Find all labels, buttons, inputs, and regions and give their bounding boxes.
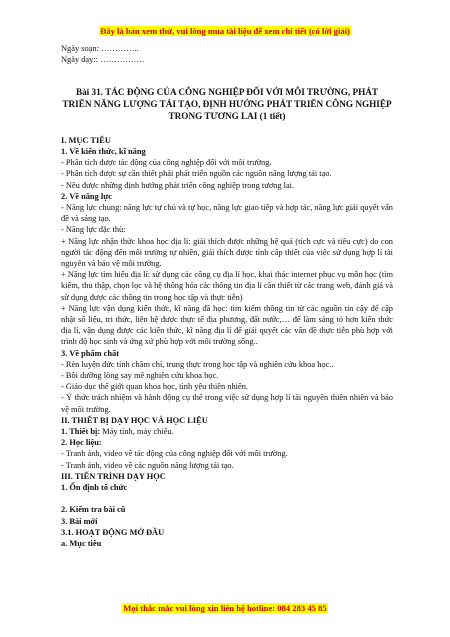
new-lesson-heading: 3. Bài mới	[61, 516, 98, 526]
lesson-title: Bài 31. TÁC ĐỘNG CỦA CÔNG NGHIỆP ĐỐI VỚI MÔI TRƯỜNG, PHÁT TRIỂN NĂNG LƯỢNG TÁI TẠO, ĐỊNH HƯỚNG PHÁT TRIỂN CÔNG NGHIỆP TRONG TƯƠNG LAI (1 tiết)	[62, 87, 392, 121]
quality-item: - Giáo dục thế giới quan khoa học, tình yêu thiên nhiên.	[61, 382, 249, 392]
knowledge-item: - Phân tích được sự cần thiết phải phát triển nguồn các nguồn năng lượng tái tạo.	[61, 169, 332, 179]
prep-date: Ngày soạn: …………..	[61, 44, 139, 53]
equipment-line	[61, 426, 393, 437]
competency-item: + Năng lực vận dụng kiến thức, kĩ năng đã học: tìm kiếm thông tin từ các nguồn tin cậy để cập nhật số liệu, tri thức, liên hệ được thực tế địa phương, đất nước,… để làm sáng tỏ hơn kiến thức địa lí, vận dụng được các kiến thức, kĩ năng địa lí để giải quyết các vấn đề thực tiễn phù hợp với trình độ học sinh và ứng xử phù hợp với môi trường sống..	[61, 303, 393, 347]
teach-date: Ngày dạy:: …………….	[61, 55, 145, 65]
quality-heading: 3. Về phẩm chất	[61, 348, 120, 358]
quality-item: - Bồi dưỡng lòng say mê nghiên cứu khoa học.	[61, 371, 219, 381]
quality-item: - Rèn luyện đức tính chăm chỉ, trung thực trong học tập và nghiên cứu khoa học..	[61, 359, 334, 369]
section-objectives-heading: I. MỤC TIÊU	[61, 135, 111, 145]
materials-heading: 2. Học liệu:	[61, 438, 102, 448]
knowledge-item: - Phân tích được tác động của công nghiệp đối với môi trường.	[61, 158, 272, 168]
knowledge-heading: 1. Về kiến thức, kĩ năng	[61, 147, 146, 156]
hotline-banner	[0, 603, 450, 613]
competency-item: - Năng lực chung: năng lực tự chủ và tự học, năng lực giao tiếp và hợp tác, năng lực giải quyết vấn đề và sáng tạo.	[61, 203, 393, 224]
competency-item: - Năng lực đặc thù:	[61, 225, 126, 235]
competency-item: + Năng lực nhận thức khoa học địa lí: giải thích được những hệ quả (tích cực và tiêu cực) do con người tác động đến môi trường tự nhiên, giải thích được tính cấp thiết của việc sử dụng hợp lí tài nguyên và bảo vệ môi trường.	[61, 236, 393, 269]
section-equipment-heading: II. THIẾT BỊ DẠY HỌC VÀ HỌC LIỆU	[61, 415, 208, 425]
preview-banner-text: Đây là bản xem thử, vui lòng mua tài liệu để xem chi tiết (có lời giải)	[100, 26, 350, 36]
preview-banner	[0, 26, 450, 36]
hotline-banner-text: Mọi thắc mắc vui lòng xin liên hệ hotline: 084 283 45 85	[123, 603, 327, 613]
blank-line	[61, 493, 393, 504]
objective-heading: a. Mục tiêu	[61, 538, 102, 548]
materials-item: - Tranh ảnh, video về tác động của công nghiệp đối với môi trường.	[61, 449, 288, 459]
equipment-label: 1. Thiết bị:	[61, 427, 101, 437]
organize-heading: 1. Ổn định tổ chức	[61, 483, 128, 493]
knowledge-item: - Nêu được những định hướng phát triển công nghiệp trong tương lai.	[61, 180, 295, 190]
opening-activity-heading: 3.1. HOẠT ĐỘNG MỞ ĐẦU	[61, 527, 165, 537]
section-process-heading: III. TIẾN TRÌNH DẠY HỌC	[61, 471, 166, 481]
review-heading: 2. Kiểm tra bài cũ	[61, 505, 126, 515]
competency-heading: 2. Về năng lực	[61, 191, 112, 201]
document-body	[61, 43, 393, 549]
quality-item: - Ý thức trách nhiệm và hành động cụ thể trong việc sử dụng hợp lí tài nguyên thiên nhiên và bảo vệ môi trường.	[61, 393, 393, 414]
competency-item: + Năng lực tìm hiểu địa lí: sử dụng các công cụ địa lí học, khai thác internet phục vụ môn học (tìm kiếm, thu thập, chọn lọc và hệ thống hóa các thông tin địa lí cần thiết từ các trang web, đánh giá và sử dụng được các thông tin trong học tập và thực tiễn)	[61, 270, 393, 302]
equipment-text: Máy tính, máy chiếu.	[100, 427, 174, 437]
materials-item: - Tranh ảnh, video về các nguồn năng lượng tái tạo.	[61, 460, 234, 470]
